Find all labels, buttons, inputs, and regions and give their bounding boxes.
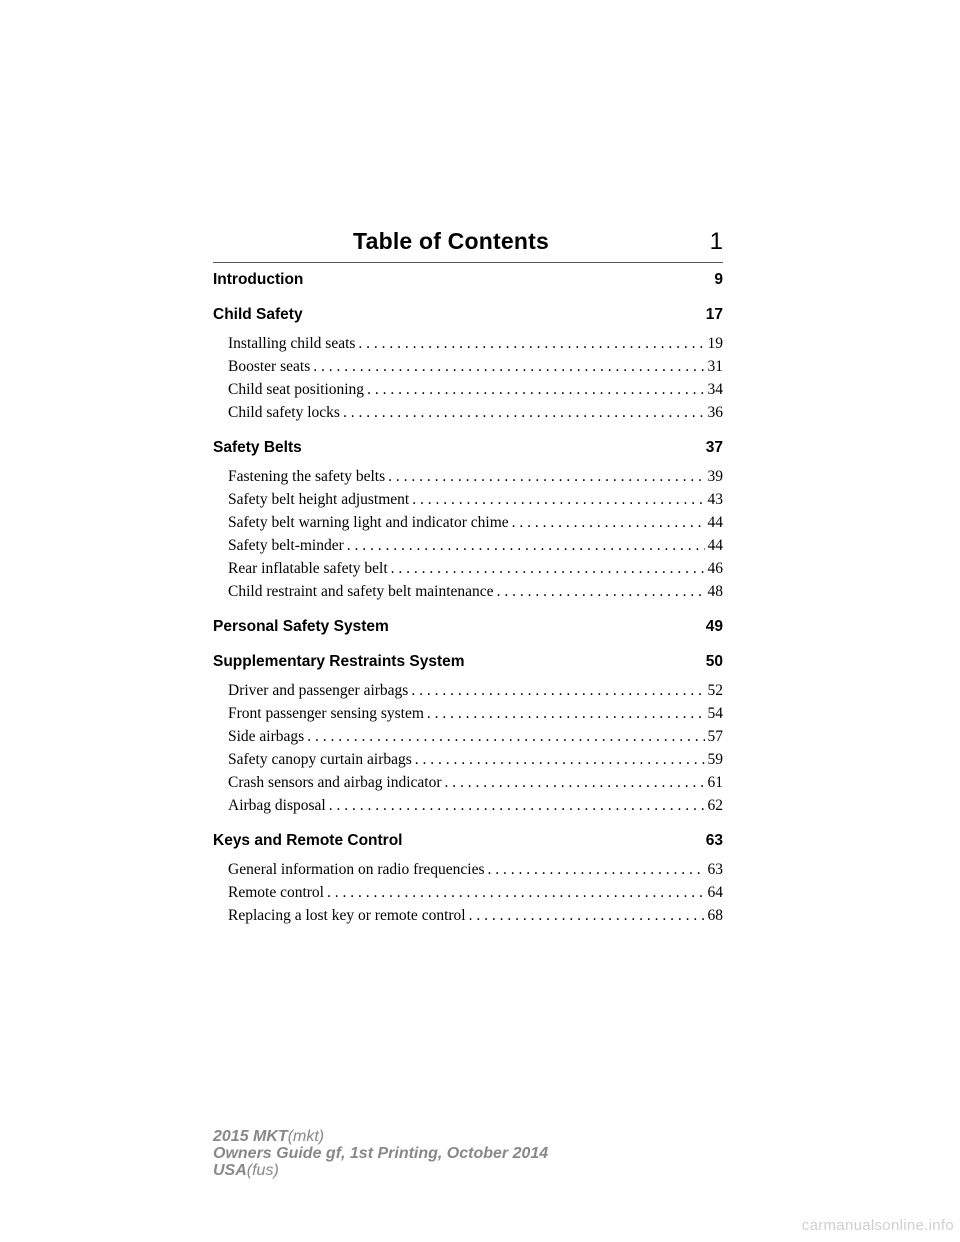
toc-entry[interactable] <box>228 704 723 727</box>
toc-entry-page: 52 <box>707 682 723 699</box>
section-spacer <box>213 426 723 432</box>
toc-entry-page: 48 <box>707 583 723 600</box>
toc-entry-title: Safety canopy curtain airbags <box>228 751 412 768</box>
dot-leader <box>367 380 704 400</box>
toc-entry-page: 59 <box>707 751 723 768</box>
dot-leader <box>343 403 705 423</box>
toc-entry[interactable] <box>228 582 723 605</box>
toc-section-title: Introduction <box>213 271 304 288</box>
toc-entry-page: 44 <box>707 537 723 554</box>
dot-leader <box>391 559 705 579</box>
dot-leader <box>307 727 704 747</box>
toc-section-title: Supplementary Restraints System <box>213 653 465 670</box>
footer-region: USA <box>213 1162 247 1179</box>
page-number: 1 <box>709 228 723 255</box>
toc-entry-page: 62 <box>707 797 723 814</box>
toc-entry-title: Installing child seats <box>228 335 356 352</box>
footer <box>213 1128 548 1179</box>
toc-entry[interactable] <box>228 681 723 704</box>
toc-entry[interactable] <box>228 536 723 559</box>
toc-entry-title: Replacing a lost key or remote control <box>228 907 466 924</box>
footer-line-2: Owners Guide gf, 1st Printing, October 2014 <box>213 1145 549 1162</box>
toc-section-page: 63 <box>705 832 723 849</box>
toc-entry[interactable] <box>228 796 723 819</box>
toc-entry-page: 57 <box>707 728 723 745</box>
toc-section-page: 17 <box>705 306 723 323</box>
toc-entry-page: 19 <box>707 335 723 352</box>
toc-entry-title: Airbag disposal <box>228 797 326 814</box>
dot-leader <box>445 773 705 793</box>
toc-entry-title: Safety belt height adjustment <box>228 491 410 508</box>
toc-entry-title: Fastening the safety belts <box>228 468 386 485</box>
toc-entry[interactable] <box>228 467 723 490</box>
toc-section-page: 37 <box>705 439 723 456</box>
dot-leader <box>415 750 705 770</box>
toc-entry[interactable] <box>228 559 723 582</box>
toc-entry-page: 54 <box>707 705 723 722</box>
toc-entry[interactable] <box>228 773 723 796</box>
toc-entry-page: 46 <box>707 560 723 577</box>
toc-section-page: 49 <box>705 618 723 635</box>
toc-section-heading[interactable] <box>213 617 723 646</box>
toc-entry-title: Safety belt-minder <box>228 537 344 554</box>
dot-leader <box>412 490 704 510</box>
toc-entry[interactable] <box>228 906 723 929</box>
toc-entry-page: 39 <box>707 468 723 485</box>
dot-leader <box>358 334 704 354</box>
dot-leader <box>329 796 705 816</box>
toc-section-title: Keys and Remote Control <box>213 832 403 849</box>
section-spacer <box>213 819 723 825</box>
toc-entry[interactable] <box>228 357 723 380</box>
dot-leader <box>327 883 705 903</box>
footer-model: 2015 MKT <box>213 1128 288 1145</box>
dot-leader <box>388 467 704 487</box>
watermark: carmanualsonline.info <box>801 1217 954 1234</box>
toc-entry-title: Front passenger sensing system <box>228 705 424 722</box>
toc-entry-title: Booster seats <box>228 358 311 375</box>
dot-leader <box>469 906 705 926</box>
footer-model-code: (mkt) <box>287 1128 325 1145</box>
dot-leader <box>488 860 705 880</box>
toc-entry[interactable] <box>228 490 723 513</box>
toc-section-heading[interactable] <box>213 438 723 467</box>
dot-leader <box>497 582 705 602</box>
dot-leader <box>347 536 705 556</box>
toc-entry-page: 63 <box>707 861 723 878</box>
footer-line-3 <box>213 1162 548 1179</box>
toc-entry-title: Child safety locks <box>228 404 340 421</box>
toc-section-heading[interactable] <box>213 270 723 299</box>
toc-entry-title: General information on radio frequencies <box>228 861 485 878</box>
toc-entry[interactable] <box>228 380 723 403</box>
toc-section-page: 50 <box>705 653 723 670</box>
dot-leader <box>512 513 705 533</box>
table-of-contents <box>213 270 723 935</box>
toc-entry-title: Crash sensors and airbag indicator <box>228 774 442 791</box>
toc-entry-title: Child seat positioning <box>228 381 365 398</box>
toc-section-title: Personal Safety System <box>213 618 389 635</box>
toc-entry-title: Safety belt warning light and indicator chime <box>228 514 509 531</box>
toc-entry-page: 61 <box>707 774 723 791</box>
toc-section-title: Safety Belts <box>213 439 302 456</box>
toc-entry-page: 43 <box>707 491 723 508</box>
toc-entry-page: 68 <box>707 907 723 924</box>
dot-leader <box>427 704 705 724</box>
toc-entry-title: Child restraint and safety belt maintenance <box>228 583 494 600</box>
page-title: Table of Contents <box>353 228 549 254</box>
toc-section-heading[interactable] <box>213 652 723 681</box>
toc-section-heading[interactable] <box>213 831 723 860</box>
page-header <box>213 224 723 263</box>
toc-entry-page: 64 <box>707 884 723 901</box>
dot-leader <box>411 681 704 701</box>
toc-entry[interactable] <box>228 334 723 357</box>
toc-entry[interactable] <box>228 750 723 773</box>
toc-entry[interactable] <box>228 883 723 906</box>
footer-line-1 <box>213 1128 548 1145</box>
toc-section-title: Child Safety <box>213 306 303 323</box>
toc-entry-title: Rear inflatable safety belt <box>228 560 388 577</box>
toc-entry[interactable] <box>228 403 723 426</box>
toc-entry[interactable] <box>228 513 723 536</box>
section-spacer <box>213 929 723 935</box>
toc-entry-page: 31 <box>707 358 723 375</box>
footer-region-code: (fus) <box>246 1162 279 1179</box>
toc-entry-title: Remote control <box>228 884 324 901</box>
toc-entry[interactable] <box>228 727 723 750</box>
toc-section-heading[interactable] <box>213 305 723 334</box>
toc-entry-page: 34 <box>707 381 723 398</box>
toc-entry-page: 36 <box>707 404 723 421</box>
toc-entry-title: Driver and passenger airbags <box>228 682 409 699</box>
toc-section-page: 9 <box>714 271 723 288</box>
toc-entry-page: 44 <box>707 514 723 531</box>
toc-entry[interactable] <box>228 860 723 883</box>
toc-entry-title: Side airbags <box>228 728 305 745</box>
dot-leader <box>313 357 704 377</box>
section-spacer <box>213 605 723 611</box>
